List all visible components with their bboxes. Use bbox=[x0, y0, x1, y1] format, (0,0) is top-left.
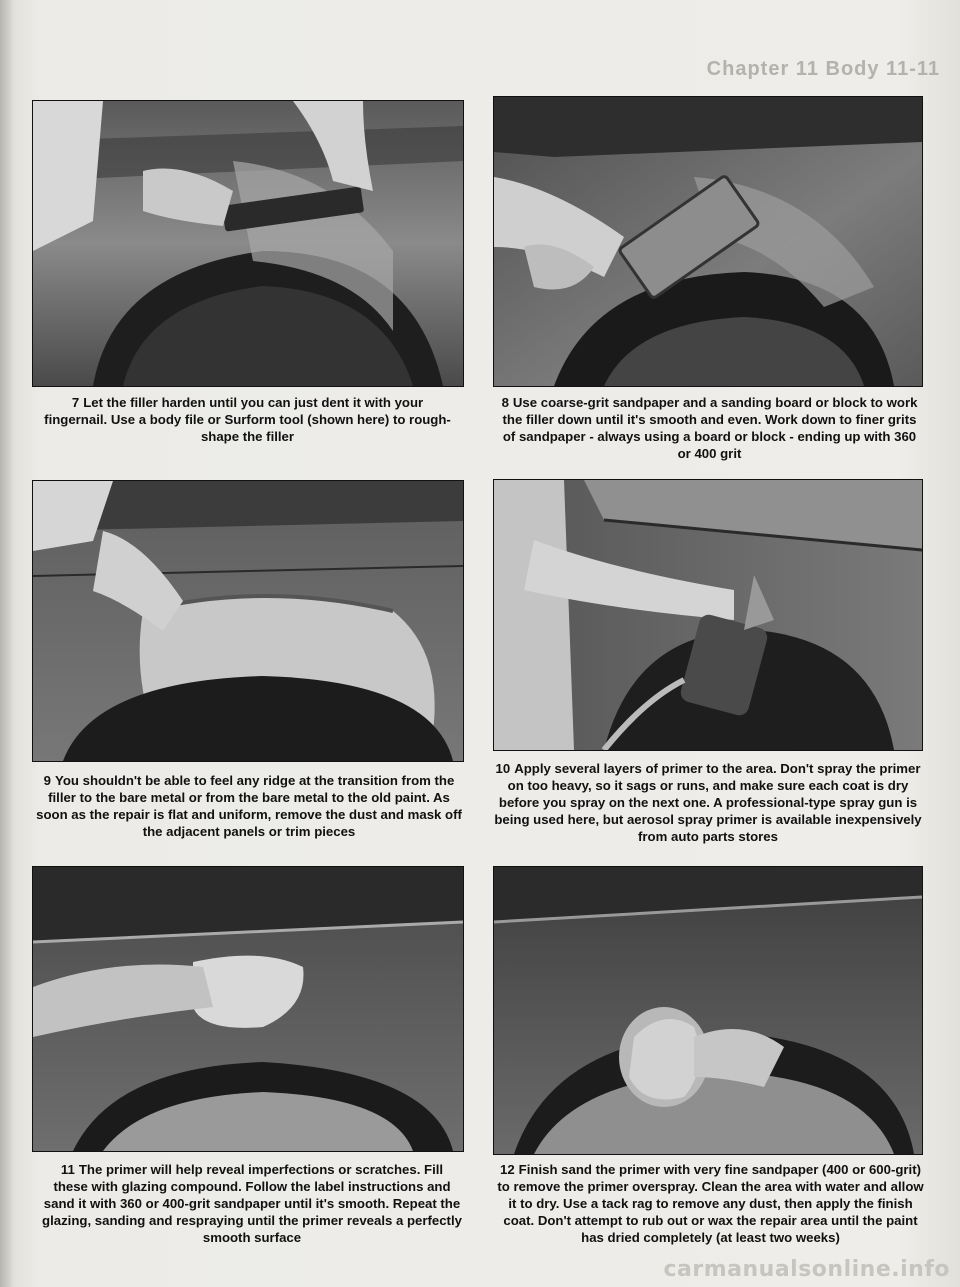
caption-7-text: Let the filler harden until you can just dent it with your fingernail. Use a body file or Surform tool (shown here) to rough-shape the filler bbox=[44, 395, 451, 444]
photo-7 bbox=[32, 100, 464, 387]
caption-7 bbox=[40, 394, 455, 445]
caption-8-number: 8 bbox=[501, 395, 509, 410]
caption-11 bbox=[42, 1161, 462, 1246]
spine-shadow bbox=[0, 0, 14, 1287]
caption-8 bbox=[497, 394, 922, 462]
caption-9-text: You shouldn't be able to feel any ridge at the transition from the filler to the bare metal or from the bare metal to the old paint. As soon as the repair is flat and uniform, remove the dust and mask off the adjacent panels or trim pieces bbox=[36, 773, 462, 839]
caption-8-text: Use coarse-grit sandpaper and a sanding board or block to work the filler down until it's smooth and even. Work down to finer grits of sandpaper - always using a board or block - ending up with 360 or 400 grit bbox=[502, 395, 918, 461]
caption-9 bbox=[34, 772, 464, 840]
photo-9 bbox=[32, 480, 464, 762]
caption-11-number: 11 bbox=[60, 1162, 75, 1177]
caption-10 bbox=[488, 760, 928, 845]
caption-10-text: Apply several layers of primer to the area. Don't spray the primer on too heavy, so it sags or runs, and make sure each coat is dry before you spray on the next one. A professional-type spray gun is being used here, but aerosol spray primer is available inexpensively from auto parts stores bbox=[494, 761, 922, 844]
caption-7-number: 7 bbox=[71, 395, 80, 410]
photo-12 bbox=[493, 866, 923, 1155]
watermark-text: carmanualsonline.info bbox=[663, 1257, 950, 1282]
running-header: Chapter 11 Body 11-11 bbox=[706, 58, 940, 80]
caption-12 bbox=[493, 1161, 928, 1246]
caption-10-number: 10 bbox=[495, 761, 511, 776]
photo-11 bbox=[32, 866, 464, 1152]
photo-10 bbox=[493, 479, 923, 751]
caption-11-text: The primer will help reveal imperfections or scratches. Fill these with glazing compound. Follow the label instructions and sand it with 360 or 400-grit sandpaper until it's smooth. Repeat the glazing, sanding and respraying until the primer reveals a perfectly smooth surface bbox=[42, 1162, 462, 1245]
caption-9-number: 9 bbox=[43, 773, 52, 788]
photo-8 bbox=[493, 96, 923, 387]
caption-12-number: 12 bbox=[500, 1162, 515, 1177]
caption-12-text: Finish sand the primer with very fine sandpaper (400 or 600-grit) to remove the primer overspray. Clean the area with water and allow it to dry. Use a tack rag to remove any dust, then apply the finish coat. Don't attempt to rub out or wax the repair area until the paint has dried completely (at least two weeks) bbox=[497, 1162, 924, 1245]
